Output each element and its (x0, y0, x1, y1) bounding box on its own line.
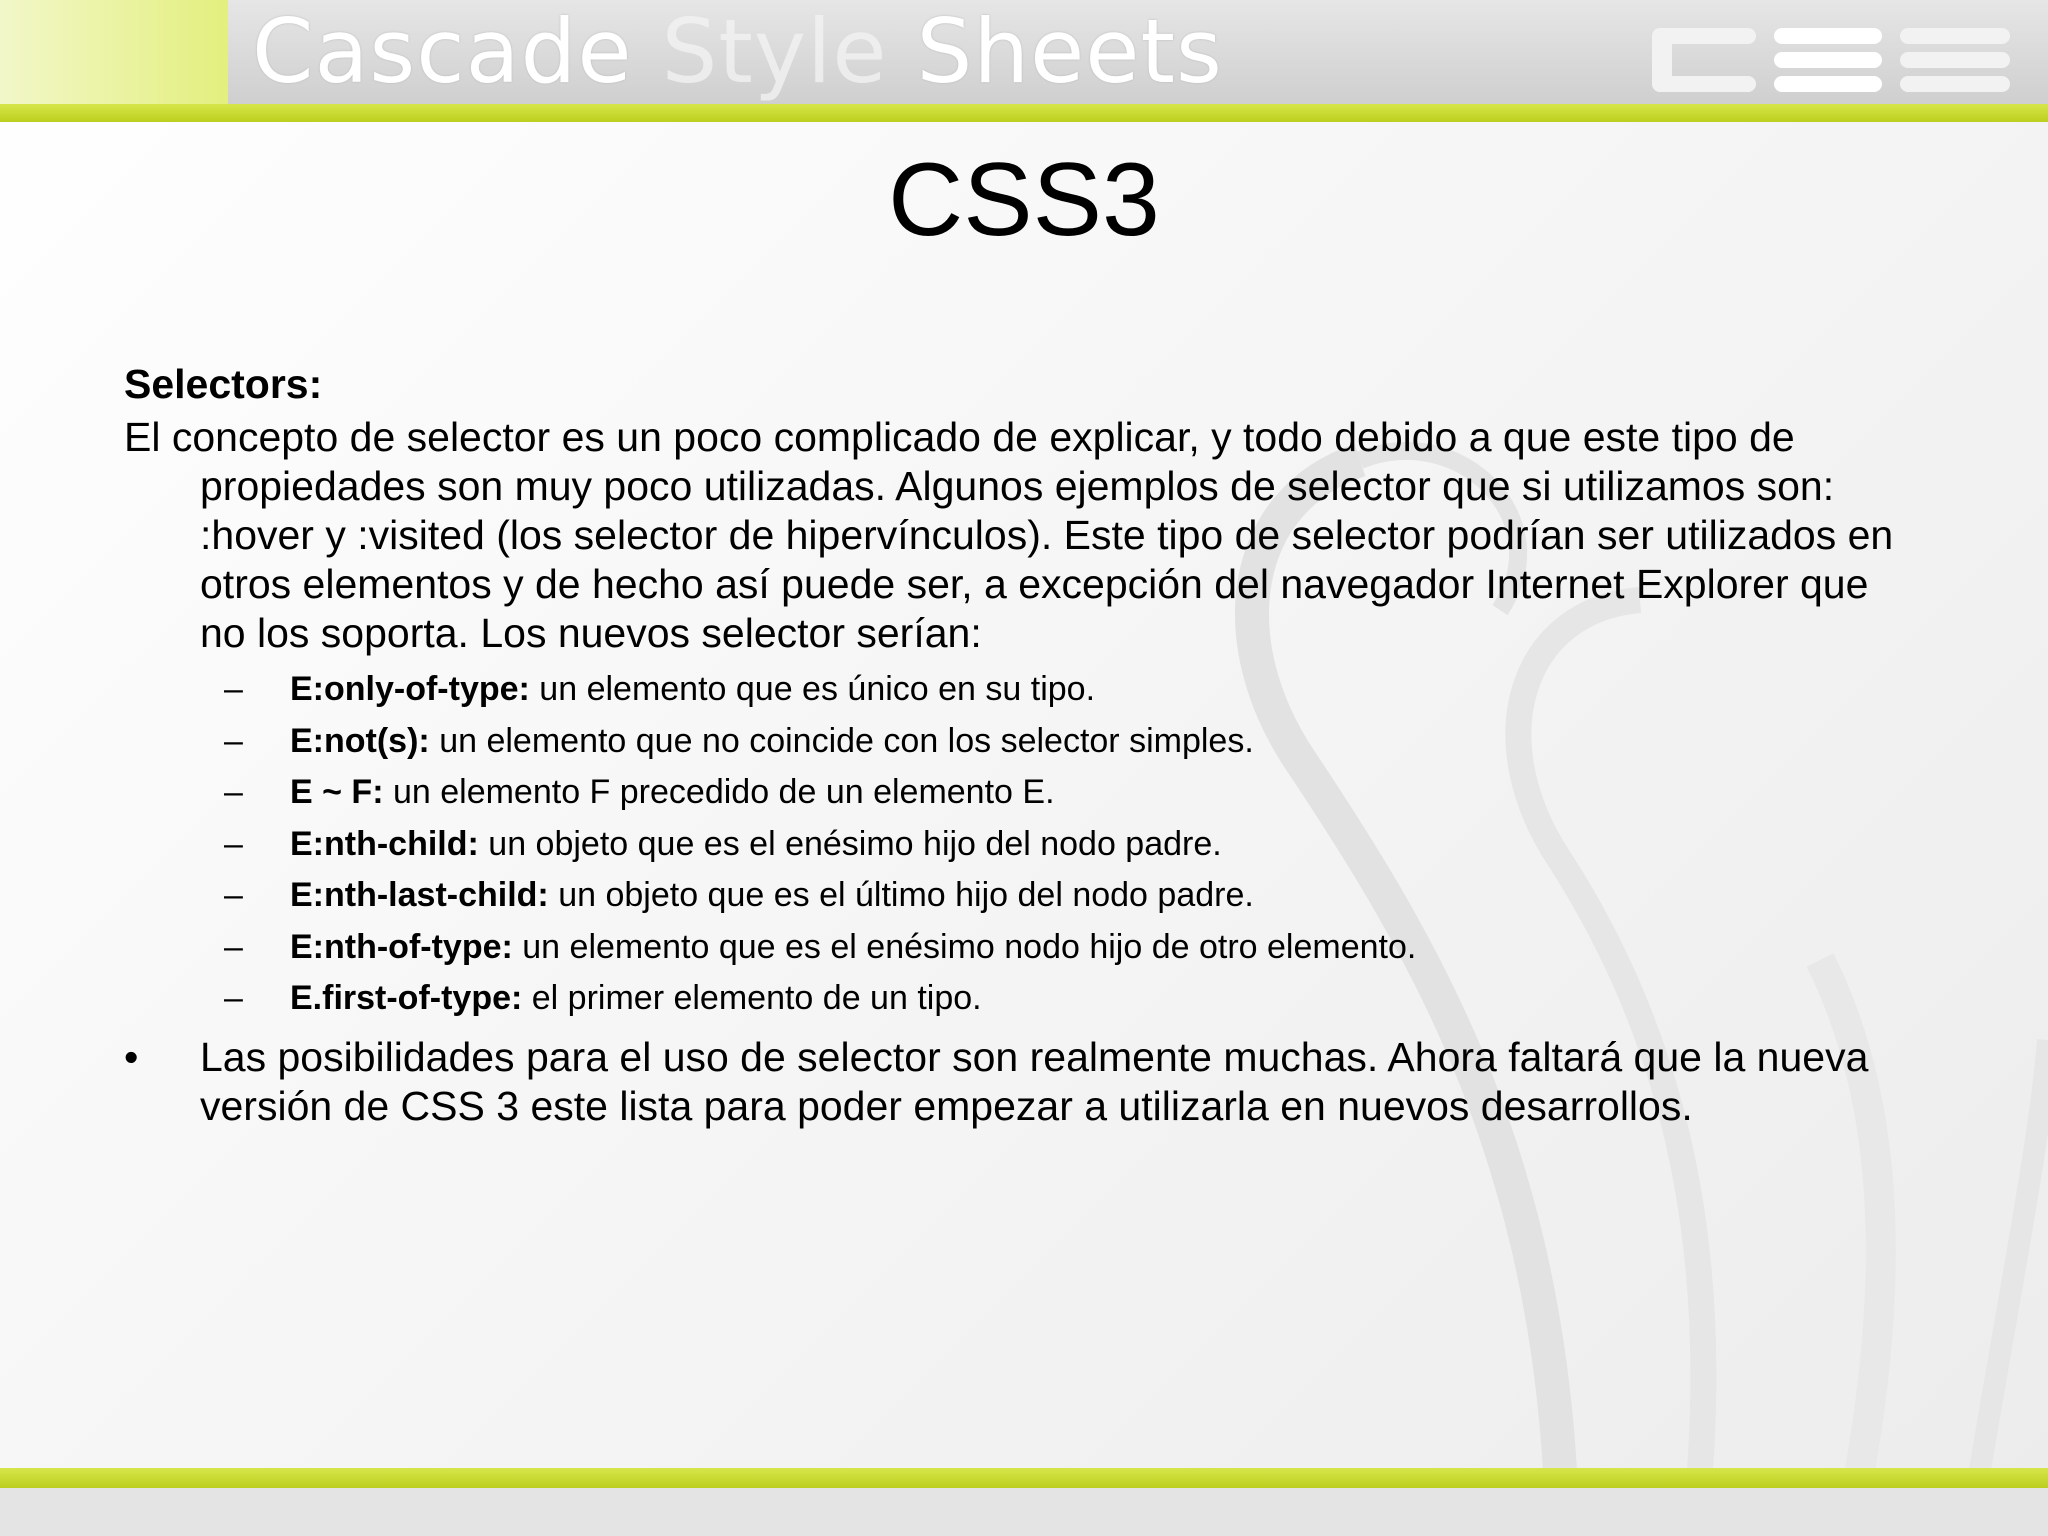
list-item (224, 716, 1924, 768)
slide-title: CSS3 (888, 142, 1160, 258)
footer-accent-bar (0, 1468, 2048, 1488)
selector-description: un elemento que es único en su tipo. (529, 670, 1096, 708)
selector-term: E.first-of-type: (290, 979, 523, 1017)
list-item (224, 664, 1924, 716)
dash-marker: – (224, 773, 243, 811)
selector-description: un objeto que es el último hijo del nodo padre. (548, 876, 1254, 914)
list-item (224, 973, 1924, 1025)
dash-marker: – (224, 979, 243, 1017)
closing-text: Las posibilidades para el uso de selector son realmente muchas. Ahora faltará que la nueva versión de CSS 3 este lista para poder empezar a utilizarla en nuevos desarrollos. (200, 1033, 1869, 1129)
selector-term: E:not(s): (290, 721, 430, 760)
intro-paragraph: El concepto de selector es un poco complicado de explicar, y todo debido a que este tipo de propiedades son muy poco utilizadas. Algunos ejemplos de selector que si utilizamos son: :hover y :visited (los selector de hipervínculos). Este tipo de selector podrían ser utilizados en otros elementos y de hecho así puede ser, a excepción del navegador Internet Explorer que no los soporta. Los nuevos selector serían: (124, 414, 1894, 656)
closing-bullet (124, 1033, 1924, 1131)
dash-marker: – (224, 876, 243, 914)
list-item (224, 819, 1924, 871)
banner-word-style: Style (661, 0, 888, 103)
dash-marker: – (224, 721, 243, 760)
selector-term: E ~ F: (290, 773, 384, 811)
header-banner (0, 0, 2048, 104)
selector-description: un elemento que no coincide con los selector simples. (429, 721, 1254, 760)
bullet-marker: • (124, 1033, 139, 1080)
selector-description: un elemento que es el enésimo nodo hijo de otro elemento. (512, 927, 1417, 966)
list-item (224, 870, 1924, 922)
selector-term: E:nth-of-type: (290, 927, 513, 966)
selector-list (124, 664, 1924, 1025)
selector-term: E:only-of-type: (290, 670, 530, 708)
banner-word-cascade: Cascade (252, 0, 633, 103)
css-logo-icon (1642, 20, 2022, 100)
banner-title (252, 2, 1223, 102)
dash-marker: – (224, 824, 243, 863)
slide-body (124, 360, 1924, 1131)
dash-marker: – (224, 927, 243, 966)
footer-band (0, 1488, 2048, 1536)
header-accent-bar (0, 104, 2048, 122)
section-heading: Selectors: (124, 361, 323, 407)
selector-term: E:nth-child: (290, 824, 479, 863)
selector-description: un elemento F precedido de un elemento E. (383, 773, 1055, 811)
list-item (224, 922, 1924, 974)
selector-term: E:nth-last-child: (290, 876, 549, 914)
list-item (224, 767, 1924, 819)
selector-description: un objeto que es el enésimo hijo del nodo padre. (478, 824, 1222, 863)
selector-description: el primer elemento de un tipo. (522, 979, 982, 1017)
banner-word-sheets: Sheets (916, 0, 1223, 103)
banner-accent-block (0, 0, 228, 104)
dash-marker: – (224, 670, 243, 708)
